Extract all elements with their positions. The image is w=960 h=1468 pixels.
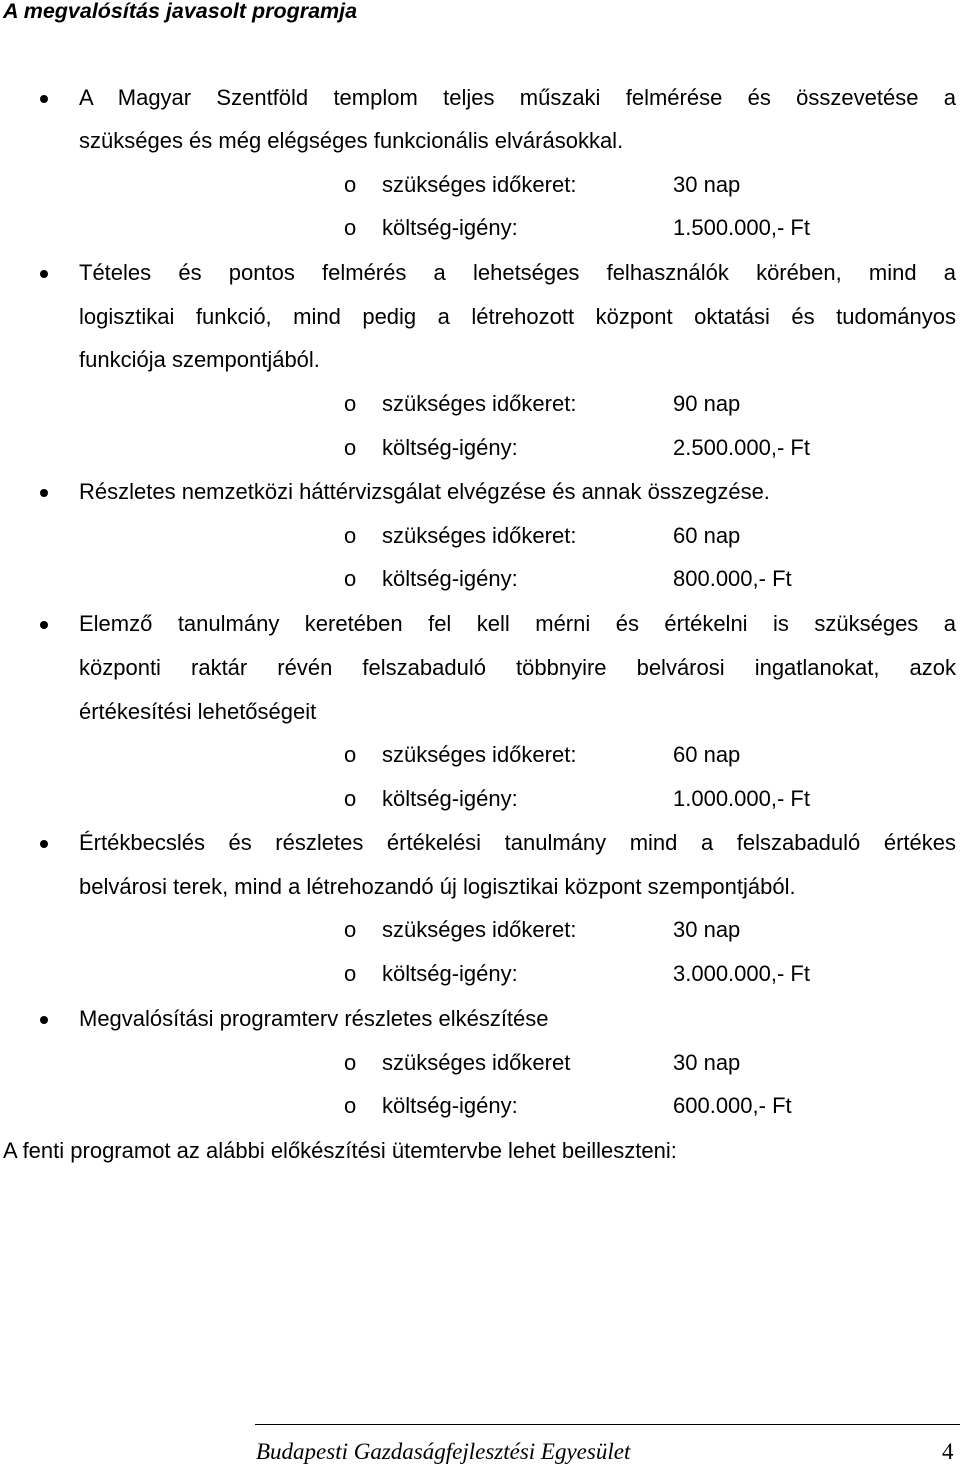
bullet-icon: [40, 95, 48, 103]
footer-divider: [255, 1424, 960, 1425]
time-value: 30 nap: [673, 917, 741, 942]
item-text-line: Értékbecslés és részletes értékelési tanulmány mind a felszabaduló értékes: [79, 830, 956, 855]
closing-paragraph: A fenti programot az alábbi előkészítési ütemtervbe lehet beilleszteni:: [3, 1138, 677, 1163]
page-number: 4: [942, 1439, 954, 1464]
time-label: szükséges időkeret:: [382, 523, 577, 548]
time-value: 30 nap: [673, 1050, 741, 1075]
time-value: 60 nap: [673, 523, 741, 548]
time-label: szükséges időkeret:: [382, 917, 577, 942]
time-label: szükséges időkeret:: [382, 742, 577, 767]
item-text-line: Részletes nemzetközi háttérvizsgálat elvégzése és annak összegzése.: [79, 479, 770, 504]
sub-bullet-icon: o: [344, 1050, 357, 1075]
cost-label: költség-igény:: [382, 786, 518, 811]
sub-bullet-icon: o: [344, 742, 357, 767]
sub-bullet-icon: o: [344, 917, 357, 942]
item-text-line: Elemző tanulmány keretében fel kell mérni és értékelni is szükséges a: [79, 611, 956, 636]
item-text-line: Tételes és pontos felmérés a lehetséges felhasználók körében, mind a: [79, 260, 956, 285]
cost-label: költség-igény:: [382, 961, 518, 986]
sub-bullet-icon: o: [344, 523, 357, 548]
sub-bullet-icon: o: [344, 172, 357, 197]
item-text-line: szükséges és még elégséges funkcionális elvárásokkal.: [79, 128, 624, 153]
sub-bullet-icon: o: [344, 215, 357, 240]
time-label: szükséges időkeret: [382, 1050, 571, 1075]
cost-value: 1.000.000,- Ft: [673, 786, 810, 811]
time-value: 30 nap: [673, 172, 741, 197]
time-value: 60 nap: [673, 742, 741, 767]
cost-value: 3.000.000,- Ft: [673, 961, 810, 986]
sub-bullet-icon: o: [344, 391, 357, 416]
cost-label: költség-igény:: [382, 215, 518, 240]
time-value: 90 nap: [673, 391, 741, 416]
item-text-line: funkciója szempontjából.: [79, 347, 320, 372]
page-heading: A megvalósítás javasolt programja: [3, 0, 358, 23]
item-text-line: Megvalósítási programterv részletes elkészítése: [79, 1006, 549, 1031]
item-text-line: logisztikai funkció, mind pedig a létrehozott központ oktatási és tudományos: [79, 304, 956, 329]
footer-organization: Budapesti Gazdaságfejlesztési Egyesület: [256, 1439, 631, 1464]
sub-bullet-icon: o: [344, 1093, 357, 1118]
time-label: szükséges időkeret:: [382, 172, 577, 197]
bullet-icon: [40, 270, 48, 278]
sub-bullet-icon: o: [344, 961, 357, 986]
time-label: szükséges időkeret:: [382, 391, 577, 416]
cost-value: 2.500.000,- Ft: [673, 435, 810, 460]
bullet-icon: [40, 489, 48, 497]
bullet-icon: [40, 1016, 48, 1024]
sub-bullet-icon: o: [344, 566, 357, 591]
item-text-line: A Magyar Szentföld templom teljes műszaki felmérése és összevetése a: [79, 85, 956, 110]
bullet-icon: [40, 621, 48, 629]
cost-value: 800.000,- Ft: [673, 566, 792, 591]
item-text-line: központi raktár révén felszabaduló többnyire belvárosi ingatlanokat, azok: [79, 655, 956, 680]
cost-label: költség-igény:: [382, 1093, 518, 1118]
cost-label: költség-igény:: [382, 566, 518, 591]
bullet-icon: [40, 840, 48, 848]
item-text-line: belvárosi terek, mind a létrehozandó új logisztikai központ szempontjából.: [79, 874, 796, 899]
cost-value: 1.500.000,- Ft: [673, 215, 810, 240]
sub-bullet-icon: o: [344, 435, 357, 460]
cost-value: 600.000,- Ft: [673, 1093, 792, 1118]
cost-label: költség-igény:: [382, 435, 518, 460]
item-text-line: értékesítési lehetőségeit: [79, 699, 317, 724]
sub-bullet-icon: o: [344, 786, 357, 811]
